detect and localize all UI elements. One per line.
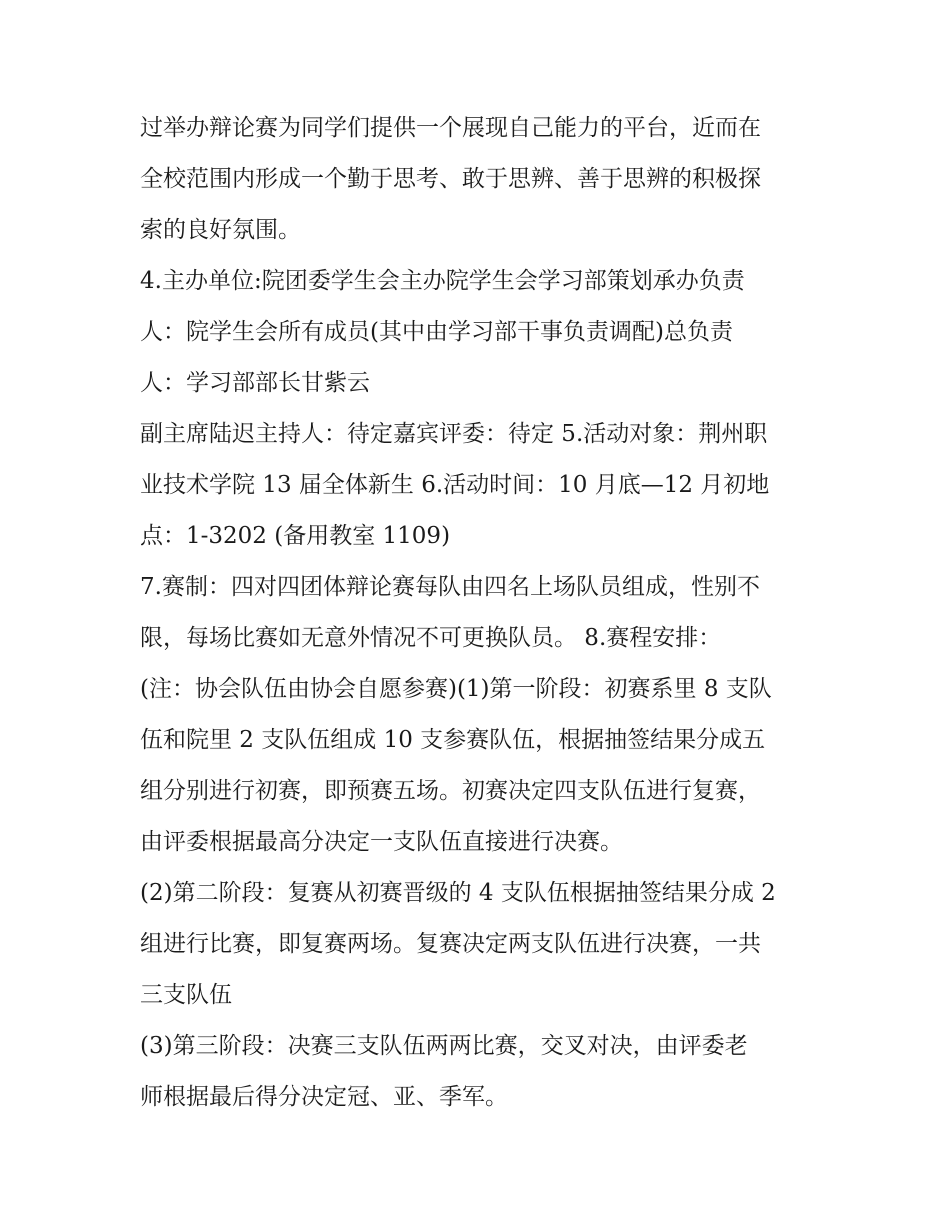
text-line: 全校范围内形成一个勤于思考、敢于思辨、善于思辨的积极探	[140, 166, 761, 192]
text-line: (3)第三阶段：决赛三支队伍两两比赛，交叉对决，由评委老	[140, 1033, 748, 1059]
text-line: 组分别进行初赛，即预赛五场。初赛决定四支队伍进行复赛，	[140, 778, 761, 804]
text-line: 师根据最后得分决定冠、亚、季军。	[140, 1084, 508, 1110]
text-line: 三支队伍	[140, 982, 232, 1008]
text-line: 索的良好氛围。	[140, 217, 301, 243]
text-line: 业技术学院 13 届全体新生 6.活动时间：10 月底—12 月初地	[140, 472, 770, 498]
text-line: 人：学习部部长甘紫云	[140, 370, 370, 396]
text-line: 7.赛制：四对四团体辩论赛每队由四名上场队员组成，性别不	[140, 574, 760, 600]
text-line: 点：1-3202 (备用教室 1109)	[140, 523, 451, 549]
body-text	[140, 103, 820, 1123]
text-line: 过举办辩论赛为同学们提供一个展现自己能力的平台，近而在	[140, 115, 761, 141]
text-line: 副主席陆迟主持人：待定嘉宾评委：待定 5.活动对象：荆州职	[140, 421, 768, 447]
text-line: (注：协会队伍由协会自愿参赛)(1)第一阶段：初赛系里 8 支队	[140, 676, 772, 702]
text-line: 4.主办单位:院团委学生会主办院学生会学习部策划承办负责	[140, 268, 745, 294]
text-line: (2)第二阶段：复赛从初赛晋级的 4 支队伍根据抽签结果分成 2	[140, 880, 776, 906]
text-line: 限，每场比赛如无意外情况不可更换队员。 8.赛程安排：	[140, 625, 722, 651]
text-line: 人：院学生会所有成员(其中由学习部干事负责调配)总负责	[140, 319, 733, 345]
text-line: 伍和院里 2 支队伍组成 10 支参赛队伍，根据抽签结果分成五	[140, 727, 766, 753]
text-line: 由评委根据最高分决定一支队伍直接进行决赛。	[140, 829, 623, 855]
text-line: 组进行比赛，即复赛两场。复赛决定两支队伍进行决赛，一共	[140, 931, 761, 957]
